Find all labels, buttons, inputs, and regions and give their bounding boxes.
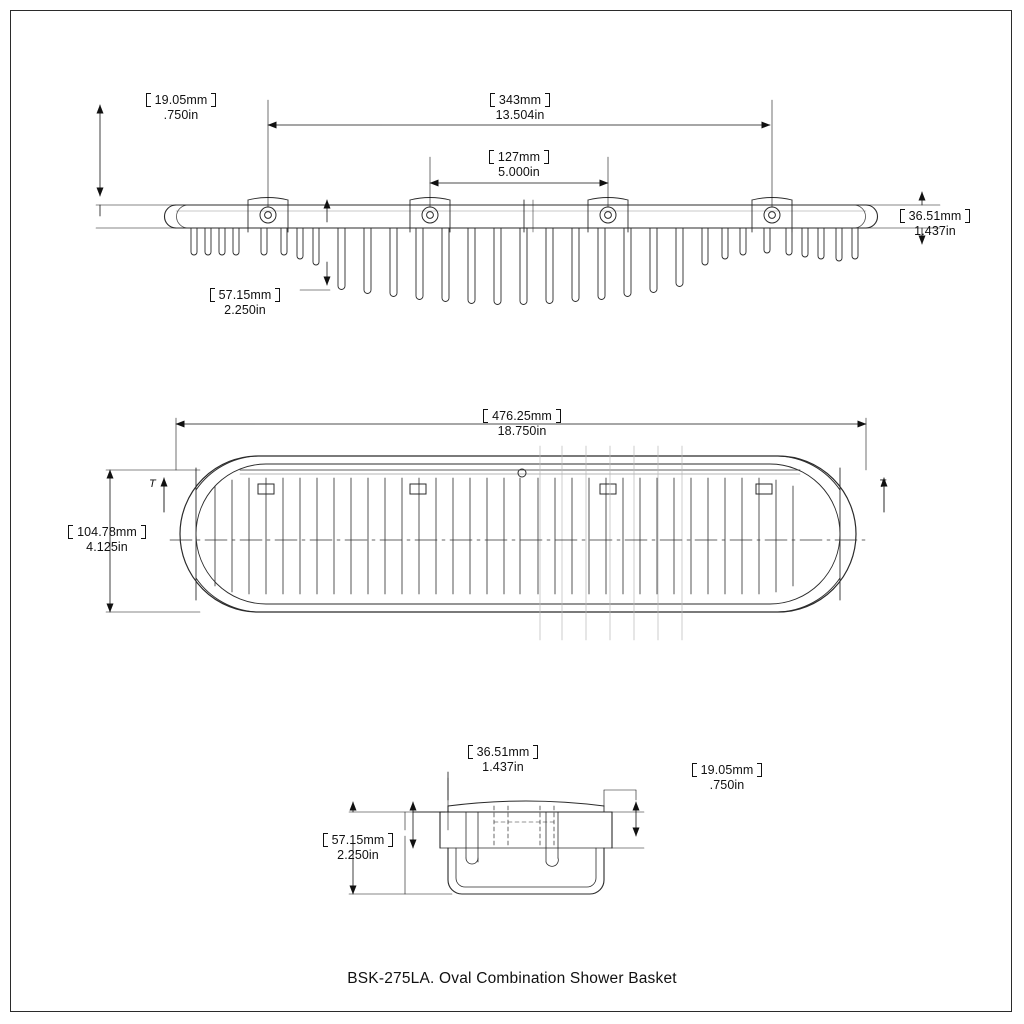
dim-label-104-78: 104.78mm 4.125in (48, 525, 166, 555)
mount-posts (248, 198, 792, 233)
dim-19-05-top (96, 105, 176, 228)
oval-basket-outline (180, 456, 856, 612)
dim-label-57-15-side: 57.15mm 2.250in (303, 833, 413, 863)
section-cut-lines (540, 446, 682, 640)
dim-label-57-15-top: 57.15mm 2.250in (190, 288, 300, 318)
dim-19-05-side (604, 790, 644, 848)
dim-label-36-51-side: 36.51mm 1.437in (448, 745, 558, 775)
drawing-caption: BSK-275LA. Oval Combination Shower Basket (347, 970, 677, 987)
dim-36-51-side (413, 772, 448, 830)
dim-label-127: 127mm 5.000in (464, 150, 574, 180)
side-view-body (440, 801, 612, 894)
dim-label-19-05-side: 19.05mm .750in (672, 763, 782, 793)
basket-grid-wires (215, 478, 793, 594)
section-mark-right-label: T (879, 478, 886, 490)
dim-label-36-51-top: 36.51mm 1.437in (880, 209, 990, 239)
basket-mount-tabs (258, 469, 772, 594)
dim-label-476-25: 476.25mm 18.750in (462, 409, 582, 439)
section-mark-left-label: T (149, 478, 156, 490)
dim-label-343: 343mm 13.504in (465, 93, 575, 123)
dim-57-15-top (300, 200, 330, 290)
dim-label-19-05-top: 19.05mm .750in (126, 93, 236, 123)
